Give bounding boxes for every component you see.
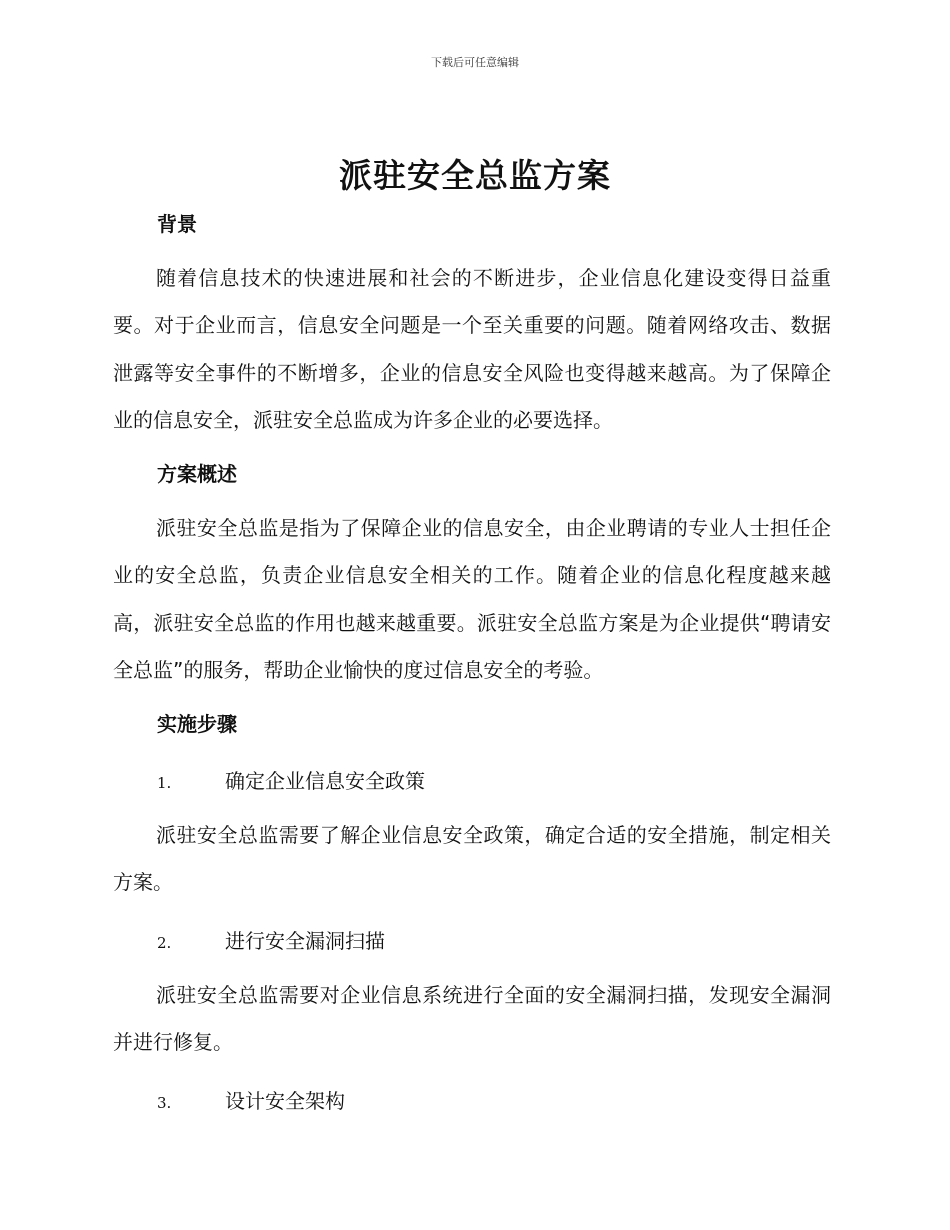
paragraph-background: 随着信息技术的快速进展和社会的不断进步，企业信息化建设变得日益重要。对于企业而言，信息安全问题是一个至关重要的问题。随着网络攻击、数据泄露等安全事件的不断增多，企业的信息安全风险也变得越来越高。为了保障企业的信息安全，派驻安全总监成为许多企业的必要选择。: [113, 266, 831, 432]
heading-steps: 实施步骤: [157, 712, 237, 736]
list-label: 进行安全漏洞扫描: [225, 929, 385, 953]
document-title: 派驻安全总监方案: [339, 156, 611, 195]
paragraph-overview: 派驻安全总监是指为了保障企业的信息安全，由企业聘请的专业人士担任企业的安全总监，负责企业信息安全相关的工作。随着企业的信息化程度越来越高，派驻安全总监的作用也越来越重要。派驻安全总监方案是为企业提供“聘请安全总监”的服务，帮助企业愉快的度过信息安全的考验。: [113, 516, 831, 682]
paragraph-step-1: 派驻安全总监需要了解企业信息安全政策，确定合适的安全措施，制定相关方案。: [113, 823, 831, 895]
paragraph-step-2: 派驻安全总监需要对企业信息系统进行全面的安全漏洞扫描，发现安全漏洞并进行修复。: [113, 983, 831, 1055]
page-header: 下载后可任意编辑: [431, 56, 519, 69]
list-number: 1.: [157, 774, 172, 792]
list-number: 3.: [157, 1094, 172, 1112]
list-number: 2.: [157, 934, 172, 952]
heading-overview: 方案概述: [157, 462, 237, 486]
list-item-step-2: [157, 925, 385, 954]
list-label: 设计安全架构: [225, 1089, 345, 1113]
list-item-step-3: [157, 1085, 345, 1114]
list-label: 确定企业信息安全政策: [225, 769, 425, 793]
list-item-step-1: [157, 765, 425, 794]
heading-background: 背景: [157, 212, 197, 236]
